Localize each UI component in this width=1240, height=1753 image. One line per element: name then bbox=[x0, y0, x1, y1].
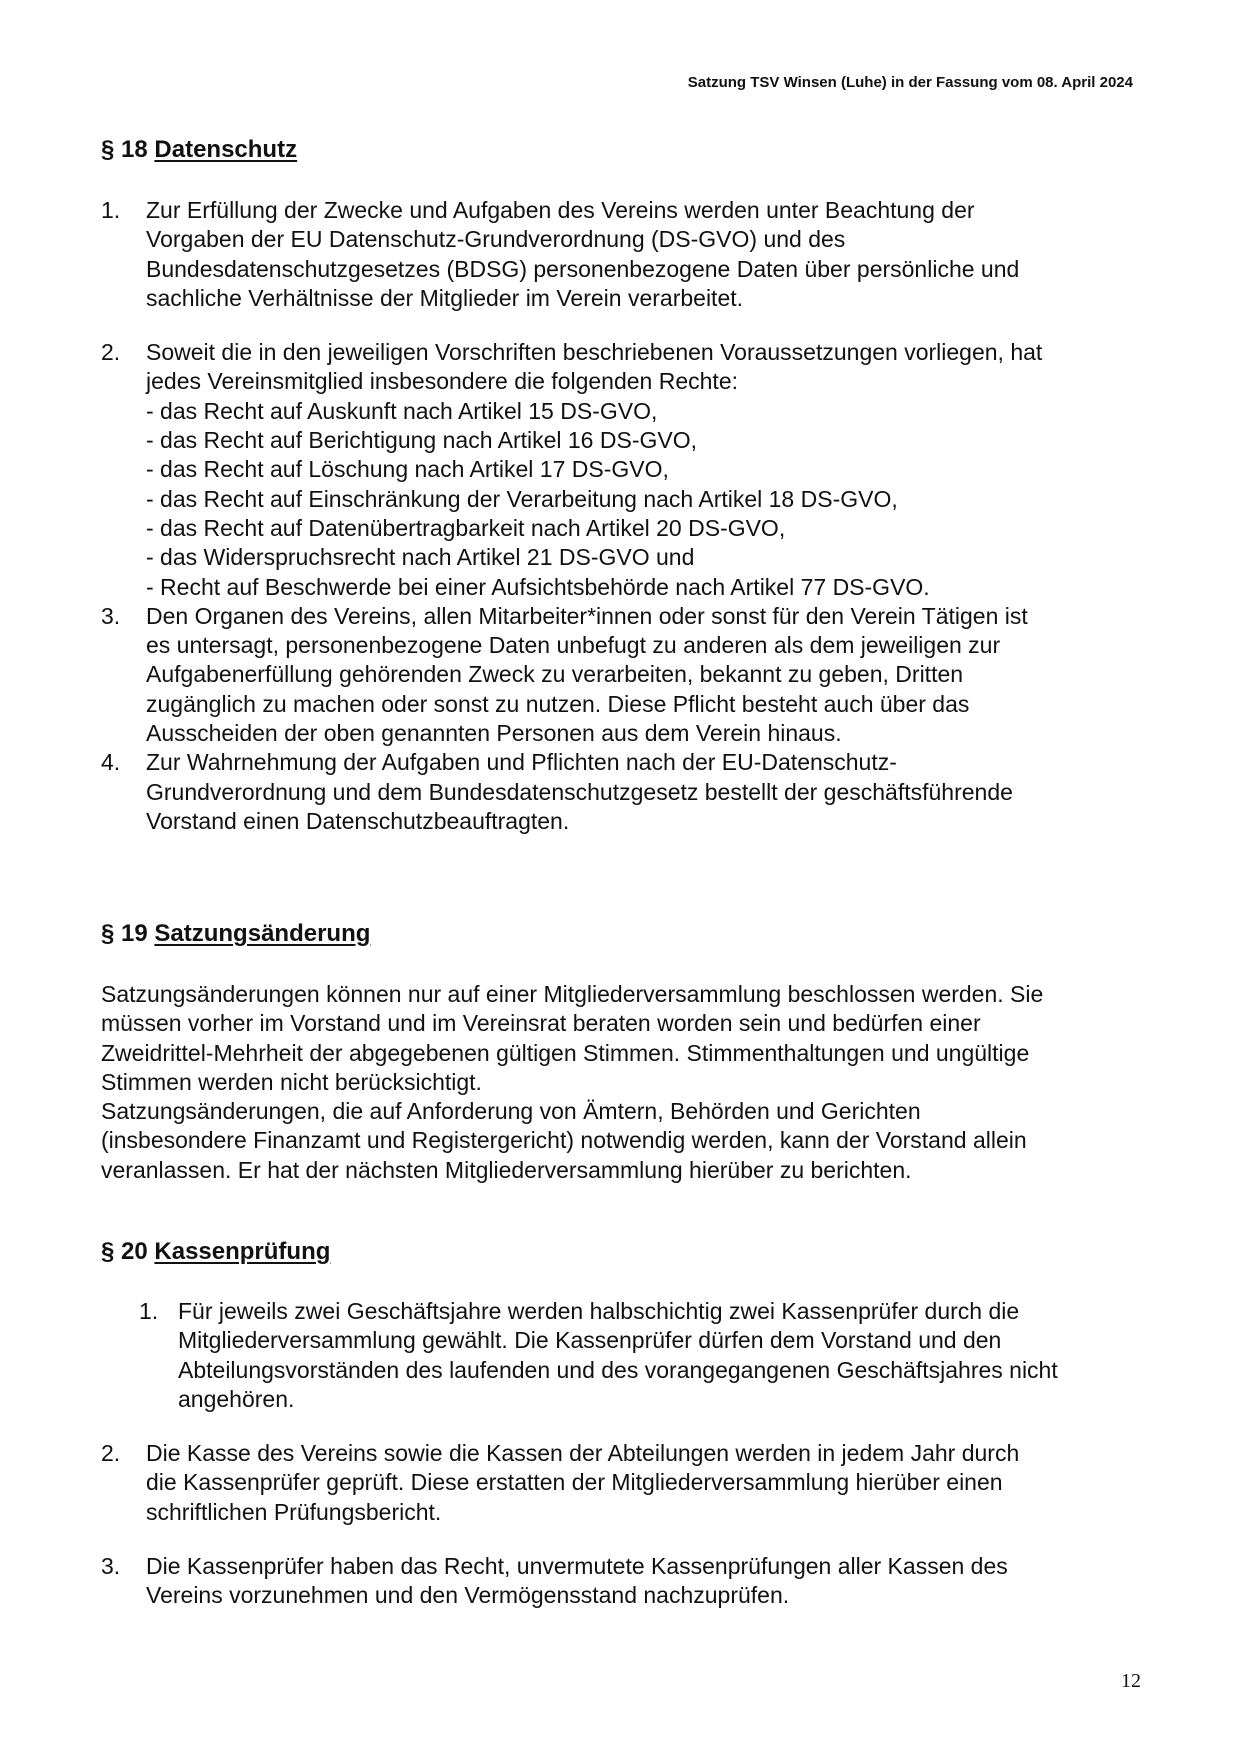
text-line: - das Recht auf Einschränkung der Verarbeitung nach Artikel 18 DS-GVO, bbox=[146, 485, 898, 512]
section-19-title: Satzungsänderung bbox=[154, 920, 371, 947]
text-line: zugänglich zu machen oder sonst zu nutzen. Diese Pflicht besteht auch über das bbox=[146, 690, 970, 717]
text-line: Stimmen werden nicht berücksichtigt. bbox=[101, 1068, 482, 1095]
list-item bbox=[101, 196, 1141, 313]
section-18-list bbox=[101, 196, 1141, 836]
text-line: Zur Erfüllung der Zwecke und Aufgaben des Vereins werden unter Beachtung der bbox=[146, 197, 975, 223]
list-item-number: 2. bbox=[101, 339, 121, 366]
text-line: Soweit die in den jeweiligen Vorschriften beschriebenen Voraussetzungen vorliegen, hat bbox=[146, 339, 1043, 366]
section-20-heading bbox=[101, 1238, 330, 1266]
text-line: angehören. bbox=[178, 1385, 295, 1412]
list-item bbox=[101, 602, 1141, 748]
section-18-number: § 18 bbox=[101, 136, 155, 163]
section-19-paragraph bbox=[101, 980, 1141, 1185]
list-item-number: 4. bbox=[101, 749, 121, 776]
section-18-heading bbox=[101, 136, 297, 164]
list-item bbox=[101, 1297, 1141, 1414]
text-line: - das Recht auf Datenübertragbarkeit nach Artikel 20 DS-GVO, bbox=[146, 514, 786, 541]
section-19-number: § 19 bbox=[101, 920, 155, 947]
section-18-title: Datenschutz bbox=[154, 136, 298, 163]
list-item-number: 1. bbox=[101, 197, 121, 223]
text-line: (insbesondere Finanzamt und Registergericht) notwendig werden, kann der Vorstand allein bbox=[101, 1127, 1027, 1154]
text-line: Satzungsänderungen können nur auf einer Mitgliederversammlung beschlossen werden. Sie bbox=[101, 981, 1044, 1007]
text-line: veranlassen. Er hat der nächsten Mitgliederversammlung hierüber zu berichten. bbox=[101, 1156, 912, 1183]
text-line: Vorgaben der EU Datenschutz-Grundverordnung (DS-GVO) und des bbox=[146, 226, 846, 253]
section-20-list bbox=[101, 1297, 1141, 1611]
section-20-number: § 20 bbox=[101, 1238, 155, 1265]
text-line: jedes Vereinsmitglied insbesondere die folgenden Rechte: bbox=[146, 368, 739, 395]
text-line: Die Kasse des Vereins sowie die Kassen der Abteilungen werden in jedem Jahr durch bbox=[146, 1440, 1020, 1467]
text-line: Bundesdatenschutzgesetzes (BDSG) personenbezogene Daten über persönliche und bbox=[146, 255, 1020, 282]
list-item-number: 2. bbox=[101, 1440, 121, 1467]
text-line: es untersagt, personenbezogene Daten unbefugt zu anderen als dem jeweiligen zur bbox=[146, 632, 1001, 659]
text-line: Für jeweils zwei Geschäftsjahre werden halbschichtig zwei Kassenprüfer durch die bbox=[178, 1298, 1020, 1324]
text-line: Aufgabenerfüllung gehörenden Zweck zu verarbeiten, bekannt zu geben, Dritten bbox=[146, 661, 964, 688]
list-item bbox=[101, 1439, 1141, 1527]
text-line: sachliche Verhältnisse der Mitglieder im Verein verarbeitet. bbox=[146, 284, 744, 311]
text-line: - das Recht auf Auskunft nach Artikel 15 DS-GVO, bbox=[146, 397, 658, 424]
list-item-number: 1. bbox=[139, 1298, 159, 1324]
text-line: - das Recht auf Löschung nach Artikel 17 DS-GVO, bbox=[146, 456, 669, 483]
text-line: die Kassenprüfer geprüft. Diese erstatten der Mitgliederversammlung hierüber einen bbox=[146, 1469, 1003, 1496]
list-item bbox=[101, 1552, 1141, 1611]
text-line: - das Recht auf Berichtigung nach Artikel 16 DS-GVO, bbox=[146, 427, 697, 454]
text-line: Die Kassenprüfer haben das Recht, unvermutete Kassenprüfungen aller Kassen des bbox=[146, 1553, 1008, 1580]
text-line: Zweidrittel-Mehrheit der abgegebenen gültigen Stimmen. Stimmenthaltungen und ungültige bbox=[101, 1039, 1030, 1066]
page-number: 12 bbox=[1121, 1670, 1141, 1692]
list-item-number: 3. bbox=[101, 602, 121, 629]
section-19-heading bbox=[101, 920, 370, 948]
text-line: - Recht auf Beschwerde bei einer Aufsichtsbehörde nach Artikel 77 DS-GVO. bbox=[146, 573, 930, 600]
text-line: - das Widerspruchsrecht nach Artikel 21 DS-GVO und bbox=[146, 544, 695, 571]
list-item bbox=[101, 338, 1141, 602]
text-line: Ausscheiden der oben genannten Personen aus dem Verein hinaus. bbox=[146, 720, 842, 747]
text-line: schriftlichen Prüfungsbericht. bbox=[146, 1498, 442, 1525]
page-header: Satzung TSV Winsen (Luhe) in der Fassung vom 08. April 2024 bbox=[687, 74, 1133, 91]
text-line: Mitgliederversammlung gewählt. Die Kassenprüfer dürfen dem Vorstand und den bbox=[178, 1327, 1002, 1354]
text-line: Vereins vorzunehmen und den Vermögensstand nachzuprüfen. bbox=[146, 1582, 790, 1609]
text-line: müssen vorher im Vorstand und im Vereinsrat beraten worden sein und bedürfen einer bbox=[101, 1010, 981, 1037]
text-line: Abteilungsvorständen des laufenden und des vorangegangenen Geschäftsjahres nicht bbox=[178, 1356, 1058, 1383]
text-line: Vorstand einen Datenschutzbeauftragten. bbox=[146, 807, 570, 834]
text-line: Den Organen des Vereins, allen Mitarbeiter*innen oder sonst für den Verein Tätigen ist bbox=[146, 602, 1028, 629]
text-line: Zur Wahrnehmung der Aufgaben und Pflichten nach der EU-Datenschutz- bbox=[146, 749, 897, 776]
list-item bbox=[101, 748, 1141, 836]
section-20-title: Kassenprüfung bbox=[154, 1238, 331, 1265]
text-line: Grundverordnung und dem Bundesdatenschutzgesetz bestellt der geschäftsführende bbox=[146, 778, 1013, 805]
list-item-number: 3. bbox=[101, 1553, 121, 1580]
text-line: Satzungsänderungen, die auf Anforderung von Ämtern, Behörden und Gerichten bbox=[101, 1098, 921, 1125]
